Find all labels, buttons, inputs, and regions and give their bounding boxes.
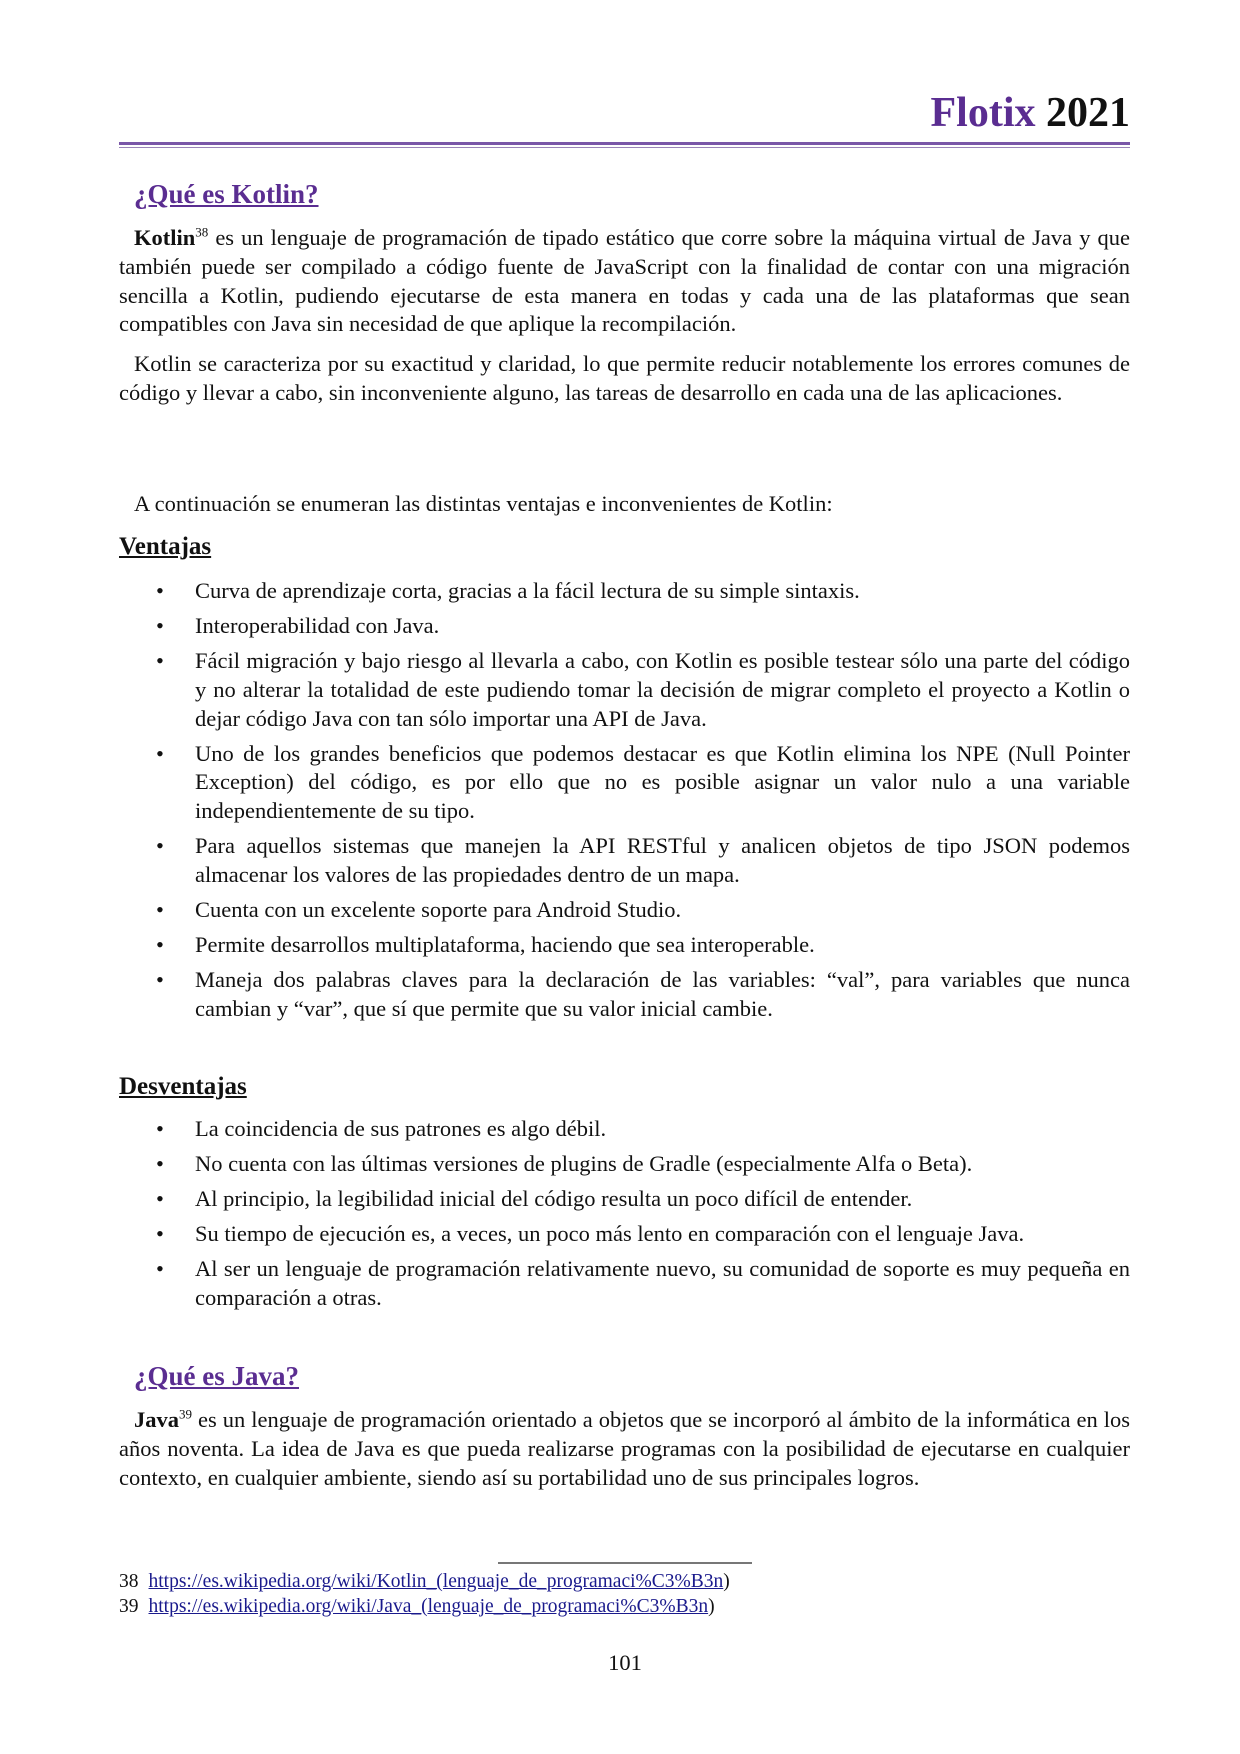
kotlin-paragraph-1 bbox=[119, 224, 1130, 339]
kotlin-intro-text: A continuación se enumeran las distintas ventajas e inconvenientes de Kotlin: bbox=[134, 491, 833, 516]
footnote-ref-39[interactable]: 39 bbox=[179, 1406, 192, 1422]
header-rule-thin bbox=[119, 147, 1130, 148]
kotlin-p2-text: Kotlin se caracteriza por su exactitud y claridad, lo que permite reducir notablemente los errores comunes de código y llevar a cabo, sin inconveniente alguno, las tareas de desarrollo en cada una de las aplicaciones. bbox=[119, 351, 1130, 405]
list-item: • Su tiempo de ejecución es, a veces, un poco más lento en comparación con el lenguaje Java. bbox=[156, 1220, 1025, 1246]
header-year: 2021 bbox=[1046, 90, 1130, 136]
list-item: • Permite desarrollos multiplataforma, haciendo que sea interoperable. bbox=[156, 931, 815, 957]
java-p1-text: es un lenguaje de programación orientado a objetos que se incorporó al ámbito de la informática en los años noventa. La idea de Java es que pueda realizarse programas con la posibilidad de ejecutarse en cualquier contexto, en cualquier ambiente, siendo así su portabilidad uno de sus principales logros. bbox=[119, 1407, 1130, 1490]
list-item: • Al principio, la legibilidad inicial del código resulta un poco difícil de entender. bbox=[156, 1185, 913, 1211]
list-item: • Curva de aprendizaje corta, gracias a la fácil lectura de su simple sintaxis. bbox=[156, 578, 860, 603]
header-rule bbox=[119, 142, 1130, 145]
list-item: • No cuenta con las últimas versiones de plugins de Gradle (especialmente Alfa o Beta). bbox=[156, 1150, 973, 1176]
ventajas-list bbox=[119, 577, 1130, 1030]
footnote-link[interactable]: https://es.wikipedia.org/wiki/Kotlin_(lenguaje_de_programaci%C3%B3n bbox=[148, 1571, 724, 1592]
kotlin-paragraph-2 bbox=[119, 350, 1130, 408]
desventajas-list bbox=[119, 1115, 1130, 1319]
footnote-38: 38 https://es.wikipedia.org/wiki/Kotlin_(lenguaje_de_programaci%C3%B3n) bbox=[119, 1571, 730, 1592]
list-item: • Uno de los grandes beneficios que podemos destacar es que Kotlin elimina los NPE (Null Pointer Exception) del código, es por ello que no es posible asignar un valor nulo a una variable independientemente de su tipo. bbox=[156, 740, 1130, 824]
kotlin-intro bbox=[119, 490, 1130, 519]
list-item: • Interoperabilidad con Java. bbox=[156, 612, 440, 638]
java-heading: ¿Qué es Java? bbox=[134, 1361, 299, 1391]
java-paragraph bbox=[119, 1406, 1130, 1492]
list-item: • Al ser un lenguaje de programación relativamente nuevo, su comunidad de soporte es muy pequeña en comparación a otras. bbox=[156, 1255, 1130, 1310]
list-item: • La coincidencia de sus patrones es algo débil. bbox=[156, 1116, 607, 1141]
list-item: • Para aquellos sistemas que manejen la API RESTful y analicen objetos de tipo JSON podemos almacenar los valores de las propiedades dentro de un mapa. bbox=[156, 833, 1130, 887]
footnote-separator bbox=[498, 1562, 752, 1564]
footnote-ref-38[interactable]: 38 bbox=[195, 224, 209, 240]
header-brand: Flotix bbox=[930, 90, 1036, 136]
page-number: 101 bbox=[608, 1650, 642, 1675]
footnote-39: 39 https://es.wikipedia.org/wiki/Java_(lenguaje_de_programaci%C3%B3n) bbox=[119, 1596, 715, 1617]
list-item: • Fácil migración y bajo riesgo al llevarla a cabo, con Kotlin es posible testear sólo una parte del código y no alterar la totalidad de este pudiendo tomar la decisión de migrar completo el proyecto a Kotlin o dejar código Java con tan sólo importar una API de Java. bbox=[156, 647, 1130, 731]
kotlin-p1-text: es un lenguaje de programación de tipado estático que corre sobre la máquina virtual de Java y que también puede ser compilado a código fuente de JavaScript con la finalidad de contar con una migración sencilla a Kotlin, pudiendo ejecutarse de esta manera en todas y cada una de las plataformas que sean compatibles con Java sin necesidad de que aplique la recompilación. bbox=[119, 225, 1130, 337]
desventajas-heading: Desventajas bbox=[119, 1073, 247, 1100]
running-header bbox=[931, 88, 1130, 138]
kotlin-heading: ¿Qué es Kotlin? bbox=[134, 179, 319, 209]
kotlin-term: Kotlin bbox=[134, 225, 196, 250]
java-term: Java bbox=[134, 1407, 179, 1432]
footnote-link[interactable]: https://es.wikipedia.org/wiki/Java_(lenguaje_de_programaci%C3%B3n bbox=[148, 1596, 709, 1617]
list-item: • Cuenta con un excelente soporte para Android Studio. bbox=[156, 896, 682, 922]
list-item: • Maneja dos palabras claves para la declaración de las variables: “val”, para variables que nunca cambian y “var”, que sí que permite que su valor inicial cambie. bbox=[156, 966, 1130, 1021]
ventajas-heading: Ventajas bbox=[119, 533, 212, 560]
